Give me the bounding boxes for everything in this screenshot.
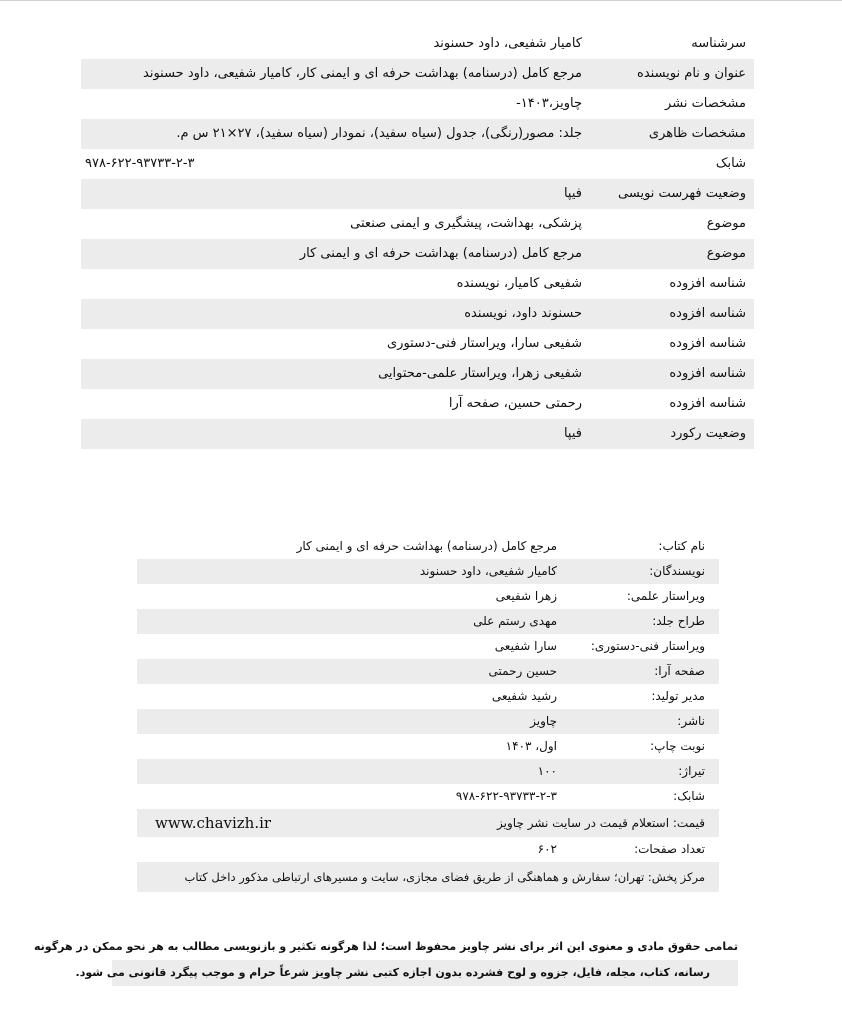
- cip-row: [81, 239, 754, 269]
- book-label: ناشر:: [677, 714, 705, 728]
- book-label: ویراستار علمی:: [626, 589, 705, 603]
- cip-value: رحمتی حسین، صفحه آرا: [448, 396, 582, 411]
- cip-label: شابک: [715, 156, 746, 171]
- cip-label: شناسه افزوده: [669, 306, 746, 321]
- book-value: ۱۰۰: [537, 764, 557, 778]
- cip-value: پزشکی، بهداشت، پیشگیری و ایمنی صنعتی: [350, 216, 582, 231]
- book-row: [137, 709, 719, 734]
- cip-row: [81, 179, 754, 209]
- book-value: زهرا شفیعی: [495, 589, 557, 603]
- price-label: قیمت: استعلام قیمت در سایت نشر چاویز: [497, 816, 705, 830]
- cip-row: [81, 119, 754, 149]
- book-value: چاویز: [530, 714, 557, 728]
- book-label: صفحه آرا:: [654, 664, 705, 678]
- cip-label: موضوع: [706, 216, 746, 231]
- book-row: [137, 609, 719, 634]
- cip-row: [81, 299, 754, 329]
- pages-value: ۶۰۲: [537, 842, 557, 856]
- book-label: ویراستار فنی-دستوری:: [590, 639, 705, 653]
- cip-value: چاویز،۱۴۰۳-: [516, 96, 582, 111]
- cip-row: [81, 149, 754, 179]
- cip-value: فیپا: [563, 426, 582, 441]
- cip-row: [81, 359, 754, 389]
- cip-label: سرشناسه: [691, 36, 746, 51]
- book-row: [137, 584, 719, 609]
- cip-label: وضعیت رکورد: [670, 426, 746, 441]
- book-row: [137, 684, 719, 709]
- cip-row: [81, 269, 754, 299]
- cip-value: فیپا: [563, 186, 582, 201]
- distribution-row: [137, 862, 719, 892]
- cip-value: کامیار شفیعی، داود حسنوند: [433, 36, 582, 51]
- cip-row: [81, 389, 754, 419]
- cip-row: [81, 329, 754, 359]
- cip-label: شناسه افزوده: [669, 336, 746, 351]
- cip-label: وضعیت فهرست نویسی: [618, 186, 746, 201]
- book-row: [137, 759, 719, 784]
- distribution-text: مرکز پخش: تهران؛ سفارش و هماهنگی از طریق فضای مجازی، سایت و مسیرهای ارتباطی مذکور داخل کتاب: [184, 870, 705, 884]
- cip-label: عنوان و نام نویسنده: [637, 66, 746, 81]
- book-row: [137, 659, 719, 684]
- cip-row: [81, 29, 754, 59]
- book-row: [137, 559, 719, 584]
- pages-label: تعداد صفحات:: [634, 842, 705, 856]
- book-value: کامیار شفیعی، داود حسنوند: [419, 564, 557, 578]
- cip-label: مشخصات ظاهری: [648, 126, 746, 141]
- book-row: [137, 734, 719, 759]
- cip-value: شفیعی سارا، ویراستار فنی-دستوری: [386, 336, 582, 351]
- rights-line-1: تمامی حقوق مادی و معنوی این اثر برای نشر چاویز محفوظ است؛ لذا هرگونه تکثیر و بازنویسی مطالب به هر نحو ممکن در هرگونه: [34, 940, 738, 953]
- book-label: تیراژ:: [678, 764, 705, 778]
- cip-value: جلد: مصور(رنگی)، جدول (سیاه سفید)، نمودار (سیاه سفید)، ۲۷×۲۱ س م.: [176, 126, 582, 141]
- book-row: [137, 784, 719, 809]
- rights-notice: [34, 934, 738, 986]
- cip-label: مشخصات نشر: [665, 96, 746, 111]
- book-row: [137, 534, 719, 559]
- cip-label: موضوع: [706, 246, 746, 261]
- book-info: [137, 534, 719, 892]
- book-value: مرجع کامل (درسنامه) بهداشت حرفه ای و ایمنی کار: [296, 539, 557, 553]
- cip-row: [81, 59, 754, 89]
- book-value: حسین رحمتی: [488, 664, 557, 678]
- book-label: نوبت چاپ:: [650, 739, 705, 753]
- book-label: طراح جلد:: [652, 614, 705, 628]
- pages-row: [137, 837, 719, 862]
- book-row: [137, 634, 719, 659]
- book-value: اول، ۱۴۰۳: [505, 739, 557, 753]
- cip-label: شناسه افزوده: [669, 366, 746, 381]
- book-value: ۹۷۸-۶۲۲-۹۳۷۳۳-۲-۳: [455, 789, 557, 803]
- cip-label: شناسه افزوده: [669, 276, 746, 291]
- book-value: سارا شفیعی: [494, 639, 557, 653]
- cip-value: شفیعی کامیار، نویسنده: [456, 276, 582, 291]
- cip-value: شفیعی زهرا، ویراستار علمی-محتوایی: [378, 366, 582, 381]
- cip-value: مرجع کامل (درسنامه) بهداشت حرفه ای و ایمنی کار، کامیار شفیعی، داود حسنوند: [143, 66, 582, 81]
- cip-row: [81, 89, 754, 119]
- cip-value-isbn: ۹۷۸-۶۲۲-۹۳۷۳۳-۲-۳: [85, 156, 195, 171]
- cip-label: شناسه افزوده: [669, 396, 746, 411]
- book-label: شابک:: [673, 789, 705, 803]
- website-link[interactable]: www.chavizh.ir: [155, 814, 272, 832]
- cataloging-table: [81, 29, 754, 449]
- book-value: رشید شفیعی: [491, 689, 557, 703]
- book-label: نویسندگان:: [649, 564, 705, 578]
- cip-row: [81, 419, 754, 449]
- top-rule: [0, 0, 842, 1]
- price-row: [137, 809, 719, 837]
- cip-value: حسنوند داود، نویسنده: [464, 306, 582, 321]
- cip-row: [81, 209, 754, 239]
- cip-value: مرجع کامل (درسنامه) بهداشت حرفه ای و ایمنی کار: [299, 246, 582, 261]
- book-label: نام کتاب:: [658, 539, 705, 553]
- rights-line-2: رسانه، کتاب، مجله، فایل، جزوه و لوح فشرده بدون اجازه کتبی نشر چاویز شرعاً حرام و موجب پیگرد قانونی می شود.: [112, 960, 738, 986]
- book-label: مدیر تولید:: [651, 689, 705, 703]
- book-value: مهدی رستم علی: [473, 614, 557, 628]
